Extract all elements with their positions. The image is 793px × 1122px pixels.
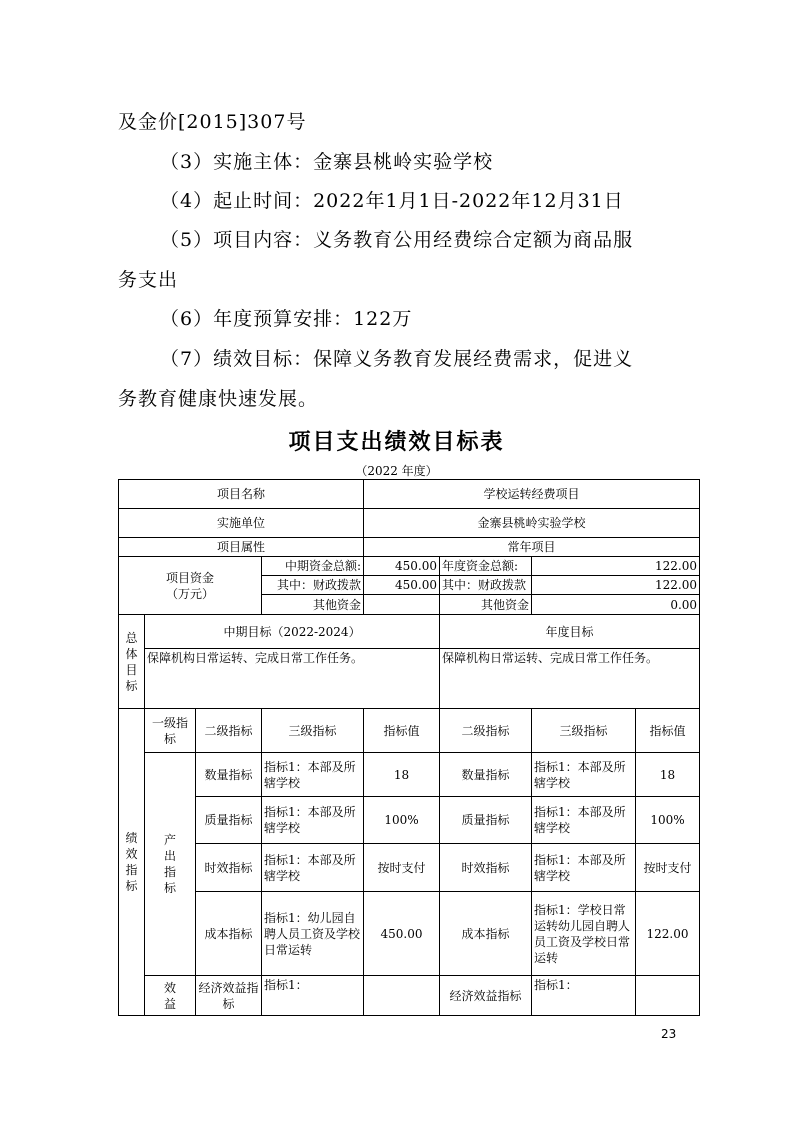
- level2b-cell: 数量指标: [440, 753, 532, 797]
- table-row: [119, 709, 700, 753]
- output-label: [145, 753, 196, 976]
- mid-goal-header: 中期目标（2022-2024）: [145, 615, 440, 649]
- header-value: 指标值: [364, 709, 440, 753]
- funds-label-line: 项目资金: [165, 570, 214, 585]
- value-cell: [364, 976, 440, 1016]
- vertical-char: 益: [163, 996, 176, 1011]
- vertical-char: 目: [125, 662, 138, 677]
- valueb-cell: 122.00: [636, 892, 700, 976]
- performance-label: [119, 709, 145, 1016]
- vertical-char: 总: [125, 630, 138, 645]
- level2-cell: 时效指标: [196, 844, 262, 892]
- mid-other-label: 其他资金: [262, 595, 364, 615]
- vertical-char: 标: [125, 879, 138, 893]
- level2-cell: 经济效益指标: [196, 976, 262, 1016]
- paragraph-line: 及金价[2015]307号: [118, 111, 307, 133]
- level2-cell: 成本指标: [196, 892, 262, 976]
- valueb-cell: [636, 976, 700, 1016]
- vertical-char: 指: [163, 865, 176, 879]
- level2b-cell: 成本指标: [440, 892, 532, 976]
- mid-total-value: 450.00: [364, 557, 440, 576]
- table-row: [119, 649, 700, 709]
- level3-cell: 指标1：本部及所辖学校: [262, 797, 364, 844]
- paragraph-line: （6）年度预算安排：122万: [160, 308, 413, 330]
- vertical-char: 标: [125, 678, 138, 693]
- header-valueb: 指标值: [636, 709, 700, 753]
- table-row: [119, 892, 700, 976]
- table-title: 项目支出绩效目标表: [288, 430, 505, 455]
- table-row: [119, 753, 700, 797]
- table-row: [119, 797, 700, 844]
- project-name-value: 学校运转经费项目: [364, 480, 700, 509]
- attr-value: 常年项目: [364, 538, 700, 557]
- table-row: [119, 844, 700, 892]
- performance-table: [118, 479, 700, 1016]
- paragraph-line: （7）绩效目标：保障义务教育发展经费需求，促进义: [160, 348, 634, 370]
- table-row: [119, 976, 700, 1016]
- attr-label: 项目属性: [119, 538, 364, 557]
- paragraph-line: 务支出: [118, 269, 179, 291]
- paragraph-line: （3）实施主体：金寨县桃岭实验学校: [160, 151, 494, 173]
- vertical-char: 体: [125, 646, 138, 661]
- funds-label-line: （万元）: [165, 586, 214, 601]
- value-cell: 18: [364, 753, 440, 797]
- mid-fiscal-label: 其中：财政拨款: [262, 576, 364, 595]
- vertical-char: 绩: [125, 831, 138, 845]
- level2-cell: 质量指标: [196, 797, 262, 844]
- value-cell: 按时支付: [364, 844, 440, 892]
- unit-value: 金寨县桃岭实验学校: [364, 509, 700, 538]
- valueb-cell: 18: [636, 753, 700, 797]
- value-cell: 100%: [364, 797, 440, 844]
- year-goal-text: 保障机构日常运转、完成日常工作任务。: [440, 649, 700, 709]
- paragraph-line: （5）项目内容：义务教育公用经费综合定额为商品服: [160, 229, 634, 251]
- page-number: 23: [661, 1027, 677, 1041]
- table-year: （2022 年度）: [355, 464, 438, 478]
- vertical-char: 出: [163, 849, 176, 863]
- table-row: [119, 509, 700, 538]
- level3b-cell: 指标1：本部及所辖学校: [532, 844, 636, 892]
- header-level3b: 三级指标: [532, 709, 636, 753]
- mid-total-label: 中期资金总额:: [262, 557, 364, 576]
- overall-goal-label: [119, 615, 145, 709]
- benefit-label: [145, 976, 196, 1016]
- level2b-cell: 质量指标: [440, 797, 532, 844]
- vertical-char: 指: [125, 863, 138, 877]
- mid-other-value: [364, 595, 440, 615]
- header-level3: 三级指标: [262, 709, 364, 753]
- level2b-cell: 经济效益指标: [440, 976, 532, 1016]
- funds-label: [119, 557, 262, 615]
- unit-label: 实施单位: [119, 509, 364, 538]
- level3b-cell: 指标1：: [532, 976, 636, 1016]
- year-other-label: 其他资金: [440, 595, 532, 615]
- header-level2: 二级指标: [196, 709, 262, 753]
- year-fiscal-value: 122.00: [532, 576, 700, 595]
- valueb-cell: 100%: [636, 797, 700, 844]
- header-level1: 一级指标: [145, 709, 196, 753]
- vertical-char: 产: [163, 833, 176, 847]
- level3-cell: 指标1：: [262, 976, 364, 1016]
- table-row: [119, 538, 700, 557]
- value-cell: 450.00: [364, 892, 440, 976]
- year-total-label: 年度资金总额:: [440, 557, 532, 576]
- level3-cell: 指标1：本部及所辖学校: [262, 753, 364, 797]
- mid-fiscal-value: 450.00: [364, 576, 440, 595]
- valueb-cell: 按时支付: [636, 844, 700, 892]
- vertical-char: 效: [163, 980, 176, 995]
- vertical-char: 标: [163, 881, 176, 895]
- year-other-value: 0.00: [532, 595, 700, 615]
- year-goal-header: 年度目标: [440, 615, 700, 649]
- vertical-char: 效: [125, 847, 138, 861]
- level2b-cell: 时效指标: [440, 844, 532, 892]
- level3-cell: 指标1：幼儿园自聘人员工资及学校日常运转: [262, 892, 364, 976]
- paragraph-line: （4）起止时间：2022年1月1日-2022年12月31日: [160, 190, 624, 212]
- year-total-value: 122.00: [532, 557, 700, 576]
- mid-goal-text: 保障机构日常运转、完成日常工作任务。: [145, 649, 440, 709]
- header-level2b: 二级指标: [440, 709, 532, 753]
- level3b-cell: 指标1：学校日常运转幼儿园自聘人员工资及学校日常运转: [532, 892, 636, 976]
- paragraph-line: 务教育健康快速发展。: [118, 388, 319, 410]
- table-row: [119, 615, 700, 649]
- level3b-cell: 指标1：本部及所辖学校: [532, 797, 636, 844]
- level3b-cell: 指标1：本部及所辖学校: [532, 753, 636, 797]
- year-fiscal-label: 其中：财政拨款: [440, 576, 532, 595]
- level3-cell: 指标1：本部及所辖学校: [262, 844, 364, 892]
- project-name-label: 项目名称: [119, 480, 364, 509]
- level2-cell: 数量指标: [196, 753, 262, 797]
- table-row: [119, 557, 700, 576]
- table-row: [119, 480, 700, 509]
